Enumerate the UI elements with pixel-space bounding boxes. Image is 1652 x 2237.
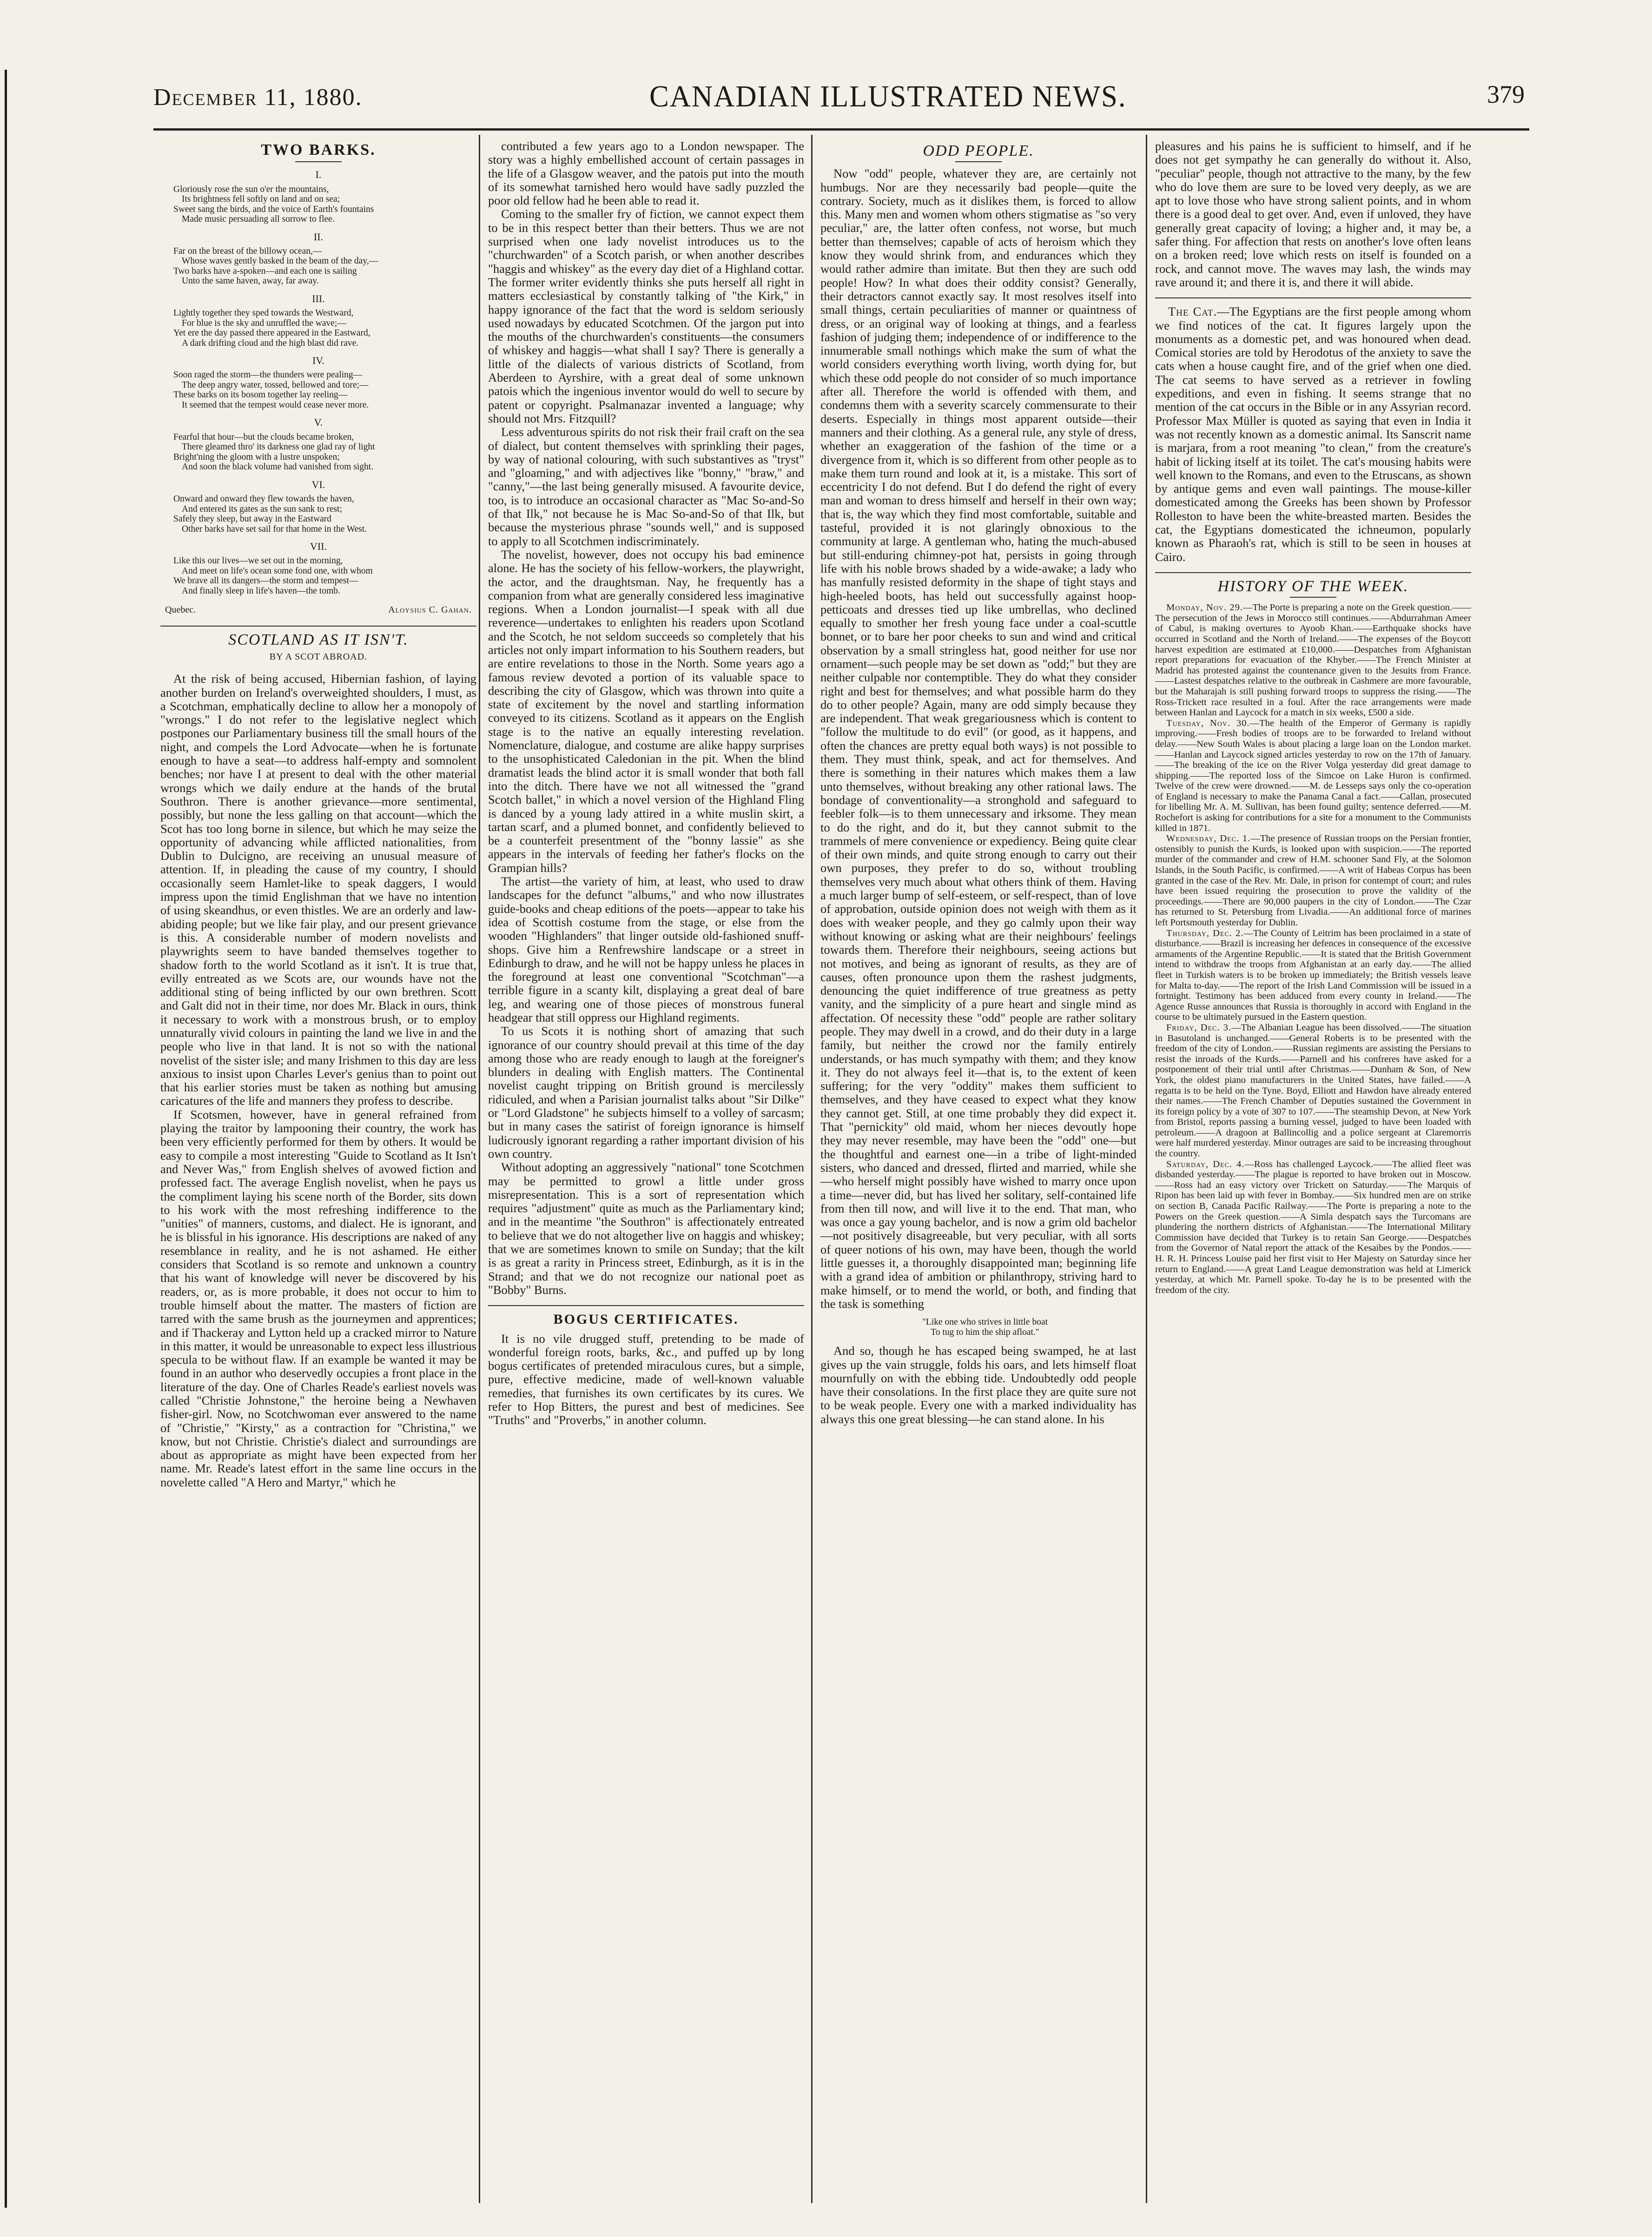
column-1 — [160, 139, 476, 2208]
poem-line: Bright'ning the gloom with a lustre unspoken; — [173, 452, 340, 462]
history-day: Saturday, Dec. 4. — [1166, 1159, 1245, 1169]
history-text: —The health of the Emperor of Germany is rapidly improving.——Fresh bodies of troops are to be forwarded to Ireland without delay.——New South Wales is about placing a large loan on the London market.——Hanlan and Laycock signed articles yesterday to row on the 17th of January.——The breaking of the ice on the River Volga yesterday did great damage to shipping.——The reported loss of the Simcoe on Lake Huron is confirmed. Twelve of the crew were drowned.——M. de Lesseps says only the co-operation of England is necessary to make the Panama Canal a fact.——Callan, prosecuted for libelling Mr. A. M. Sullivan, has been found guilty; sentence deferred.——M. Rochefort is asking for contributions for a site for a monument to the Communists killed in 1871. — [1155, 718, 1471, 833]
section-rule — [160, 626, 476, 627]
history-entry — [1155, 833, 1471, 928]
article-paragraph: And so, though he has escaped being swamped, he at last gives up the vain struggle, folds his oars, and lets himself float mournfully on with the ebbing tide. Undoubtedly odd people have their consolations. In the first place they are quite sure not to be weak people. Every one with a marked individuality has always this one great blessing—he can stand alone. In his — [820, 1344, 1137, 1426]
poem-title: TWO BARKS. — [261, 141, 376, 158]
stanza-number: II. — [313, 231, 324, 243]
article-paragraph: Less adventurous spirits do not risk their frail craft on the sea of dialect, but content themselves with sprinkling their pages, by way of national colouring, with such substantives as "tryst" and "gloaming," and with adjectives like "bonny," "braw," and "canny,"—the last being generally misused. A favourite device, too, is to introduce an occasional character as "Mac So-and-So of that Ilk," not because he is Mac So-and-So of that Ilk, but because the mysterious phrase "sounds well," and is supposed to apply to all Scotchmen indiscriminately. — [488, 425, 804, 548]
history-text: —The presence of Russian troops on the Persian frontier, ostensibly to punish the Kurds, is looked upon with suspicion.——The reported murder of the commander and crew of H.M. schooner Sand Fly, at the Solomon Islands, in the South Pacific, is confirmed.——A writ of Habeas Corpus has been granted in the case of the Rev. Mr. Dale, in prison for contempt of court; and rules have been issued requiring the prosecution to prove the validity of the proceedings.——There are 90,000 paupers in the city of London.——The Czar has returned to St. Petersburg from Livadia.——An additional force of marines left Portsmouth yesterday for Dublin. — [1155, 833, 1471, 928]
poem-line: Far on the breast of the billowy ocean,— — [173, 246, 322, 256]
masthead-title: CANADIAN ILLUSTRATED NEWS. — [649, 79, 1127, 113]
poem-body — [160, 168, 476, 596]
section-rule — [488, 1305, 804, 1306]
masthead — [149, 74, 1525, 130]
history-day: Wednesday, Dec. 1. — [1166, 833, 1251, 844]
column-divider — [811, 135, 813, 2203]
column-3 — [820, 139, 1137, 2208]
advert-body — [488, 1332, 804, 1427]
poem-line: And finally sleep in life's haven—the tomb. — [182, 586, 340, 596]
article-title: BOGUS CERTIFICATES. — [553, 1312, 739, 1327]
poem-line: It seemed that the tempest would cease never more. — [182, 400, 369, 410]
poem-line: Lightly together they sped towards the Westward, — [173, 308, 354, 318]
history-day: Monday, Nov. 29. — [1166, 602, 1243, 613]
poem-line: For blue is the sky and unruffled the wave;— — [182, 318, 346, 328]
poem-line: Whose waves gently basked in the beam of the day,— — [182, 256, 378, 266]
column-divider — [479, 135, 480, 2203]
poem-line: Fearful that hour—but the clouds became broken, — [173, 432, 354, 442]
article-paragraph: At the risk of being accused, Hibernian fashion, of laying another burden on Ireland's overweighted shoulders, I must, as a Scotchman, emphatically decline to allow her a monopoly of "wrongs." I do not refer to the legislative neglect which postpones our Parliamentary business till the small hours of the night, and compels the Lord Advocate—when he is fortunate enough to have a seat—to address half-empty and somnolent benches; nor have I at present to deal with the other material wrongs which we daily endure at the hands of the brutal Southron. There is another grievance—more sentimental, possibly, but none the less galling on that account—which the Scot has too long borne in silence, but which he may seize the opportunity of advancing while afflicted nationalities, from Dublin to Dulcigno, are receiving an unusual measure of attention. If, in pleading the cause of my country, I should occasionally seem Hamlet-like to speak daggers, I would impress upon the timid Englishman that we have no intention of using skeandhus, or even thistles. We are an orderly and law-abiding people; but we like fair play, and our present grievance is this. A considerable number of modern novelists and playwrights seem to have banded themselves together to shadow forth to the world Scotland as it isn't. It is true that, evilly entreated as we Scots are, our wounds have not the additional sting of being inflicted by our own brethren. Scott and Galt did not in their time, nor does Mr. Black in ours, think it necessary to work with a monstrous brush, or to employ unnaturally vivid colours in painting the land we live in and the people who live in that land. It is not so with the national novelist of the sister isle; and many Irishmen to this day are less anxious to insist upon Charles Lever's genius than to point out that his earlier stories must be taken as nothing but amusing caricatures of the life and manners they profess to describe. — [160, 672, 476, 1108]
article-title: ODD PEOPLE. — [923, 142, 1034, 159]
quote-line: To tug to him the ship afloat." — [931, 1327, 1039, 1338]
poem-line: Gloriously rose the sun o'er the mountains, — [173, 184, 329, 194]
poem-place: Quebec. — [165, 605, 196, 615]
column-4 — [1155, 139, 1471, 2208]
title-rule — [1290, 597, 1336, 598]
article-paragraph: contributed a few years ago to a London newspaper. The story was a highly embellished account of certain passages in the life of a Glasgow weaver, and the patois put into the mouth of its somewhat tarnished hero would have sadly puzzled the poor old fellow had he been able to read it. — [488, 139, 804, 208]
history-text: —Ross has challenged Laycock.——The allied fleet was disbanded yesterday.——The plague is reported to have broken out in Moscow.——Ross had an easy victory over Trickett on Saturday.——The Marquis of Ripon has been laid up with fever in Bombay.——Six hundred men are on strike on section B, Canada Pacific Railway.——The Porte is preparing a note to the Powers on the Greek question.——A Simla despatch says the Turcomans are plundering the northern districts of Afghanistan.——The International Military Commission have decided that Turkey is to retain San George.——Despatches from the Governor of Natal report the attack of the Kesaibes by the Pondos.——H. R. H. Princess Louise paid her first visit to Her Majesty on Saturday since her return to England.——A great Land League demonstration was held at Limerick yesterday, at which Mr. Parnell spoke. To-day he is to be presented with the freedom of the city. — [1155, 1159, 1471, 1295]
poem-line: And soon the black volume had vanished from sight. — [182, 462, 374, 472]
history-entry — [1155, 718, 1471, 834]
cat-lead-in: The Cat. — [1168, 304, 1217, 319]
history-day: Tuesday, Nov. 30. — [1166, 718, 1250, 728]
article-body — [820, 167, 1137, 1311]
history-entry — [1155, 1159, 1471, 1296]
stanza-number: IV. — [312, 355, 324, 367]
history-day: Friday, Dec. 3. — [1166, 1022, 1232, 1033]
poem-line: The deep angry water, tossed, bellowed and tore;— — [182, 380, 369, 390]
section-rule — [1155, 572, 1471, 573]
history-text: —The Porte is preparing a note on the Greek question.——The persecution of the Jews in Morocco still continues.——Abdurrahman Ameer of Cabul, is making overtures to Ayoob Khan.——Earthquake shocks have occurred in Scotland and the North of Ireland.——The expenses of the Boycott harvest expedition are estimated at £10,000.——Despatches from Afghanistan report preparations for evacuation of the Khyber.——The French Minister at Madrid has protested against the countenance given to the Jesuits from France.——Lastest despatches relative to the outbreak in Cashmere are more favourable, but the Maharajah is still pushing forward troops to suppress the rising.——The Ross-Trickett race resulted in a foul. After the race arrangements were made between Hanlan and Laycock for a match in six weeks, £500 a side. — [1155, 602, 1471, 718]
stanza-number: VI. — [311, 478, 325, 490]
poem-line: Sweet sang the birds, and the voice of Earth's fountains — [173, 204, 374, 214]
article-paragraph: It is no vile drugged stuff, pretending to be made of wonderful foreign roots, barks, &c., and puffed up by long bogus certificates of pretended miraculous cures, but a simple, pure, effective medicine, made of well-known valuable remedies, that furnishes its own certificates by its cures. We refer to Hop Bitters, the purest and best of medicines. See "Truths" and "Proverbs," in another column. — [488, 1331, 804, 1427]
poem-line: Safely they sleep, but away in the Eastward — [173, 514, 332, 524]
article-paragraph: The novelist, however, does not occupy his bad eminence alone. He has the society of his fellow-workers, the playwright, the actor, and the draughtsman. Nay, he frequently has a companion from what are generally considered less imaginative regions. When a London journalist—I speak with all due reverence—undertakes to enlighten his readers upon Scotland and the Scotch, he not seldom succeeds so completely that his articles not only impart information to his Southern readers, but are entire revelations to those in the North. Some years ago a famous review devoted a portion of its valuable space to describing the city of Glasgow, which was thrown into quite a state of excitement by the novel and startling information conveyed to its citizens. Scotland as it appears on the English stage is to the native an equally interesting revelation. Nomenclature, dialogue, and costume are alike happy surprises to the unsophisticated Caledonian in the pit. When the blind dramatist leads the blind actor it is small wonder that both fall into the ditch. There have we not all witnessed the "grand Scotch ballet," in which a novel version of the Highland Fling is danced by a young lady attired in a white muslin skirt, a tartan scarf, and a plumed bonnet, and confidently believed to be a counterfeit presentment of the "bonny lassie" as she appears in the intervals of feeding her father's flocks on the Grampian hills? — [488, 547, 804, 875]
history-entry — [1155, 602, 1471, 718]
article-paragraph: Without adopting an aggressively "national" tone Scotchmen may be permitted to growl a little under gross misrepresentation. This is a sort of representation which requires "adjustment" quite as much as the Parliamentary kind; and in the meantime "the Southron" is affectionately entreated to believe that we do not altogether live on haggis and whiskey; that we are sometimes known to smile on Sunday; that the kilt is as great a rarity in Princess street, Edinburgh, as it is in the Strand; and that we do not recognize our national poet as "Bobby" Burns. — [488, 1160, 804, 1297]
poem-line: There gleamed thro' its darkness one glad ray of light — [182, 442, 375, 452]
article-body-continued — [488, 139, 804, 1297]
history-entry — [1155, 928, 1471, 1023]
section-rule — [1155, 297, 1471, 298]
stanza-number: VII. — [310, 541, 327, 553]
masthead-rule — [153, 128, 1529, 131]
poem-line: And meet on life's ocean some fond one, with whom — [182, 566, 373, 576]
poem-line: Like this our lives—we set out in the morning, — [173, 556, 343, 566]
poem-line: Unto the same haven, away, far away. — [182, 276, 319, 286]
masthead-date: December 11, 1880. — [153, 84, 363, 111]
article-byline: BY A SCOT ABROAD. — [269, 651, 368, 662]
article-paragraph: Now "odd" people, whatever they are, are certainly not humbugs. Nor are they necessarily bad people—quite the contrary. Society, much as it dislikes them, is forced to allow this. Many men and women whom others stigmatise as "so very peculiar," are, the latter often confess, not worse, but much better than themselves; capable of acts of heroism which they know they would shrink from, and endurances which they would rather admire than imitate. But then they are such odd people! How? In what does their oddity consist? Generally, their detractors cannot exactly say. It most resolves itself into small things, certain peculiarities of manner or quaintness of dress, or an original way of looking at things, and a fearless fashion of judging them; independence of or indifference to the innumerable small nothings which make the sum of what the world considers everything worth living, worth dying for, but which these odd people do not consider of so much importance after all. Therefore the world is offended with them, and condemns them with a severity scarcely commensurate to their deserts. Especially in things most apparent outside—their manners and their clothing. As a general rule, any style of dress, whether an exaggeration of the fashion of the time or a divergence from it, which is so different from other people as to make them turn round and look at it, is a mistake. This sort of eccentricity I do not defend. But I do defend the right of every man and woman to dress himself and herself in their own way; that is, the way which they find most comfortable, suitable and tasteful, provided it is not glaringly obnoxious to the community at large. A gentleman who, hating the much-abused but still-enduring chimney-pot hat, persists in going through life with his noble brows shaded by a wide-awake; a lady who has manfully resisted deformity in the shape of tight stays and high-heeled boots, has held out successfully against hoop-petticoats and dresses tied up like umbrellas, who declined equally to smother her fresh young face under a coal-scuttle bonnet, or to bare her poor cheeks to sun and wind and critical observation by a small stringless hat, good neither for use nor ornament—such people may be set down as "odd;" but they are neither culpable nor contemptible. They do what they consider right and best for themselves; and what possible harm do they do to other people? Again, many are odd simply because they are independent. That weak gregariousness which is content to "follow the multitude to do evil" (or good, as it happens, and often the chances are pretty equal both ways) is not possible to them. They must think, speak, and act for themselves. And there is something in their natures which makes them a law unto themselves, without breaking any other rational laws. The bondage of conventionality—a stronghold and safeguard to feebler folk—is to them unnecessary and irksome. They mean to do the right, and do it, but they cannot submit to the trammels of mere convenience or expediency. Being quite clear of their own minds, and quite strong enough to carry out their own purposes, they prefer to do so, without troubling themselves very much about what others think of them. Having a much larger bump of self-esteem, or self-respect, than of love of approbation, outside opinion does not weigh with them as it does with weaker people, and they go calmly upon their way without knowing or asking what are their neighbours' feelings towards them. Therefore their neighbours, seeing actions but not motives, and being as ignorant of results, as they are of causes, often pronounce upon them the rashest judgments, denouncing the quiet indifference of true greatness as petty vanity, and the simplicity of a pure heart and single mind as affectation. Of necessity these "odd" people are rather solitary people. They may dwell in a crowd, and do their duty in a large family, but neither the crowd nor the family entirely understands, or has much sympathy with them; and they know it. They do not always feel it—that is, to the extent of keen suffering; for the very "oddity" makes them sufficient to themselves, and they have ceased to expect what they know they cannot get. Still, at one time probably they did expect it. That "pernickity" old maid, whom her nieces devoutly hope they may never resemble, may have been the "odd" one—but the thoughtful and earnest one—in a tribe of light-minded sisters, who danced and dressed, flirted and married, while she—who herself might possibly have wished to marry once upon a time—never did, but has lived her solitary, self-contained life from then till now, and will live it to the end. That man, who was once a gay young bachelor, and is now a grim old bachelor—not positively disagreeable, but very peculiar, with all sorts of queer notions of his own, may have been, though the world little guesses it, a thoroughly disappointed man; beginning life with a grand idea of ambition or philanthropy, striving hard to make himself, or to mend the world, or both, and finding that the task is something — [820, 166, 1137, 1311]
poem-line: Soon raged the storm—the thunders were pealing— — [173, 370, 363, 380]
column-divider — [1146, 135, 1147, 2203]
stanza-number: III. — [312, 292, 325, 304]
poem-line: We brave all its dangers—the storm and tempest— — [173, 576, 358, 586]
page-edge-rule — [5, 70, 7, 2208]
article-body — [160, 672, 476, 1489]
article-paragraph: Coming to the smaller fry of fiction, we cannot expect them to be in this respect better than their betters. Thus we are not surprised when one lady novelist introduces us to the "churchwarden" of a Scotch parish, or when another describes "haggis and whiskey" as the every day diet of a Highland cottar. The former writer evidently thinks she puts herself all right in matters ecclesiastical by constantly talking of "the Kirk," in happy ignorance of the fact that the word is seldom seriously used nowadays by educated Scotchmen. Of the jargon put into the mouths of the churchwarden's constituents—the consumers of whiskey and haggis—what shall I say? There is generally a little of the dialects of various districts of Scotland, from Aberdeen to Ayrshire, with a great deal of some unknown patois which the ingenious inventor would do well to secure by patent or copyright. Psalmanazar invented a language; why should not Mrs. Fitzquill? — [488, 207, 804, 425]
article-title: SCOTLAND AS IT ISN'T. — [228, 631, 409, 648]
cat-text: —The Egyptians are the first people among whom we find notices of the cat. It figures largely upon the monuments as a domestic pet, and was honoured when dead. Comical stories are told by Herodotus of the anxiety to save the cats when a house caught fire, and of the grief when one died. The cat seems to have served as a retriever in fowling expeditions, and even in fishing. It seems strange that no mention of the cat occurs in the Bible or in any Assyrian record. Professor Max Müller is quoted as saying that even in India it was not recently known as a domestic animal. Its Sanscrit name is marjara, from a root meaning "to clean," from the creature's habit of licking itself at its toilet. The cat's mousing habits were well known to the Romans, and even to the Etruscans, as shown by antique gems and even wall paintings. The mouse-killer domesticated among the Greeks has been shown by Professor Rolleston to have been the white-breasted marten. Besides the cat, the Egyptians domesticated the ichneumon, popularly known as Pharaoh's rat, which is still to be seen in houses at Cairo. — [1155, 304, 1471, 564]
history-day: Thursday, Dec. 2. — [1166, 928, 1244, 938]
poem-line: These barks on its bosom together lay reeling— — [173, 390, 348, 400]
poem-line: Made music persuading all sorrow to flee. — [182, 214, 335, 224]
poem-line: A dark drifting cloud and the high blast did rave. — [182, 338, 359, 348]
article-paragraph: pleasures and his pains he is sufficient to himself, and if he does not get sympathy he can generally do without it. Also, "peculiar" people, though not attractive to the many, by the few who do love them are sure to be loved very deeply, as we are apt to love those who have strong salient points, and in whom there is a good deal to get over. And, even if unloved, they have generally great capacity of loving; a higher and, it may be, a safer thing. For affection that rests on another's love often leans on a broken reed; love which rests on itself is founded on a rock, and cannot move. The waves may lash, the winds may rave around it; and there it is, and there it will abide. — [1155, 139, 1471, 289]
poem-line: Its brightness fell softly on land and on sea; — [182, 194, 340, 205]
title-rule — [955, 161, 1002, 162]
article-paragraph: If Scotsmen, however, have in general refrained from playing the traitor by lampooning their country, the work has been very efficiently performed for them by others. It would be easy to compile a most interesting "Guide to Scotland as It Isn't and Never Was," from English shelves of avowed fiction and professed fact. The average English novelist, when he pays us the compliment laying his scene north of the Border, sits down to his work with the most refreshing indifference to the "unities" of manners, customs, and dialect. He is ignorant, and he is blissful in his ignorance. His descriptions are naked of any resemblance in reality, and he is not ashamed. He either considers that Scotland is so remote and unknown a country that his want of knowledge will never be discovered by his readers, or, as is more probable, it does not occur to him to trouble himself about the matter. The masters of fiction are tarred with the same brush as the journeymen and apprentices; and if Thackeray and Lytton held up a cracked mirror to Nature in this matter, it would be unreasonable to expect less illustrious specula to be without flaw. If an example be wanted it may be found in an author who deservedly occupies a front place in the literature of the day. One of Charles Reade's earliest novels was called "Christie Johnstone," the heroine being a Newhaven fisher-girl. Now, no Scotchwoman ever answered to the name of "Christie," "Kirsty," as a contraction for "Christina," we know, but not Christie. Christie's dialect and surroundings are about as appropriate as might have been expected from her name. Mr. Reade's latest effort in the same line occurs in the novelette called "A Hero and Martyr," which he — [160, 1107, 476, 1489]
history-entry — [1155, 1023, 1471, 1159]
poem-author: Aloysius C. Gahan. — [388, 605, 472, 615]
stanza-number: I. — [315, 169, 322, 181]
column-2 — [488, 139, 804, 2208]
history-text: —The County of Leitrim has been proclaimed in a state of disturbance.——Brazil is increasing her defences in consequence of the excessive armaments of the Argentine Republic.——It is stated that the British Government intend to withdraw the troops from Afghanistan at an early day.——The allied fleet in Turkish waters is to be broken up immediately; the British vessels leave for Malta to-day.——The report of the Irish Land Commission will be issued in a fortnight. Testimony has been adduced from every county in Ireland.——The Agence Russe announces that Russia is thoroughly in accord with England in the course to be ultimately pursued in the Eastern question. — [1155, 928, 1471, 1023]
history-title: HISTORY OF THE WEEK. — [1217, 577, 1409, 595]
quote-line: "Like one who strives in little boat — [922, 1317, 1048, 1327]
poem-line: And entered its gates as the sun sank to rest; — [182, 504, 342, 514]
poem-line: Onward and onward they flew towards the haven, — [173, 494, 354, 504]
title-rule — [295, 161, 342, 162]
history-list — [1155, 602, 1471, 1295]
article-paragraph: The artist—the variety of him, at least, who used to draw landscapes for the defunct "albums," and who now illustrates guide-books and cheap editions of the poets—appear to take his idea of Scottish costume from the stage, or else from the wooden "Highlanders" that linger outside old-fashioned snuff-shops. Give him a Renfrewshire landscape or a street in Edinburgh to draw, and he will not be happy unless he places in the foreground at least one conventional "Scotchman"—a terrible figure in a scanty kilt, displaying a great deal of bare leg, and wearing one of those pieces of monstrous funeral headgear that still oppress our Highland regiments. — [488, 874, 804, 1024]
block-quote — [820, 1317, 1137, 1338]
history-text: —The Albanian League has been dissolved.——The situation in Basutoland is unchanged.——General Roberts is to be presented with the freedom of the city of London.——Russian regiments are assisting the Persians to resist the inroads of the Kurds.——Parnell and his confreres have asked for a postponement of their trial until after Christmas.——Dunham & Son, of New York, the oldest piano manufacturers in the United States, have failed.——A regatta is to be held on the Tyne. Boyd, Elliott and Hawdon have already entered their names.——The French Chamber of Deputies sustained the Government in its foreign policy by a vote of 307 to 107.——The steamship Devon, at New York from Bristol, reports passing a burning vessel, judged to have been loaded with petroleum.——A dragoon at Ballincollig and a police sergeant at Claremorris were half murdered yesterday. Minor outrages are said to be increasing throughout the country. — [1155, 1022, 1471, 1159]
poem-signature — [165, 603, 472, 617]
poem-line: Yet ere the day passed there appeared in the Eastward, — [173, 328, 370, 338]
page-number: 379 — [1487, 80, 1525, 108]
poem-line: Two barks have a-spoken—and each one is sailing — [173, 266, 357, 276]
article-paragraph: To us Scots it is nothing short of amazing that such ignorance of our country should prevail at this time of the day among those who are ready enough to laugh at the foreigner's blunders in dealing with English matters. The Continental novelist caught tripping on British ground is mercilessly ridiculed, and when a Parisian journalist talks about "Sir Dilke" or "Lord Gladstone" he subjects himself to a volley of sarcasm; but in many cases the satirist of foreign ignorance is himself ludicrously ignorant regarding a rather important division of his own country. — [488, 1024, 804, 1161]
cat-paragraph — [1155, 305, 1471, 564]
stanza-number: V. — [314, 416, 323, 429]
poem-line: Other barks have set sail for that home in the West. — [182, 524, 367, 534]
